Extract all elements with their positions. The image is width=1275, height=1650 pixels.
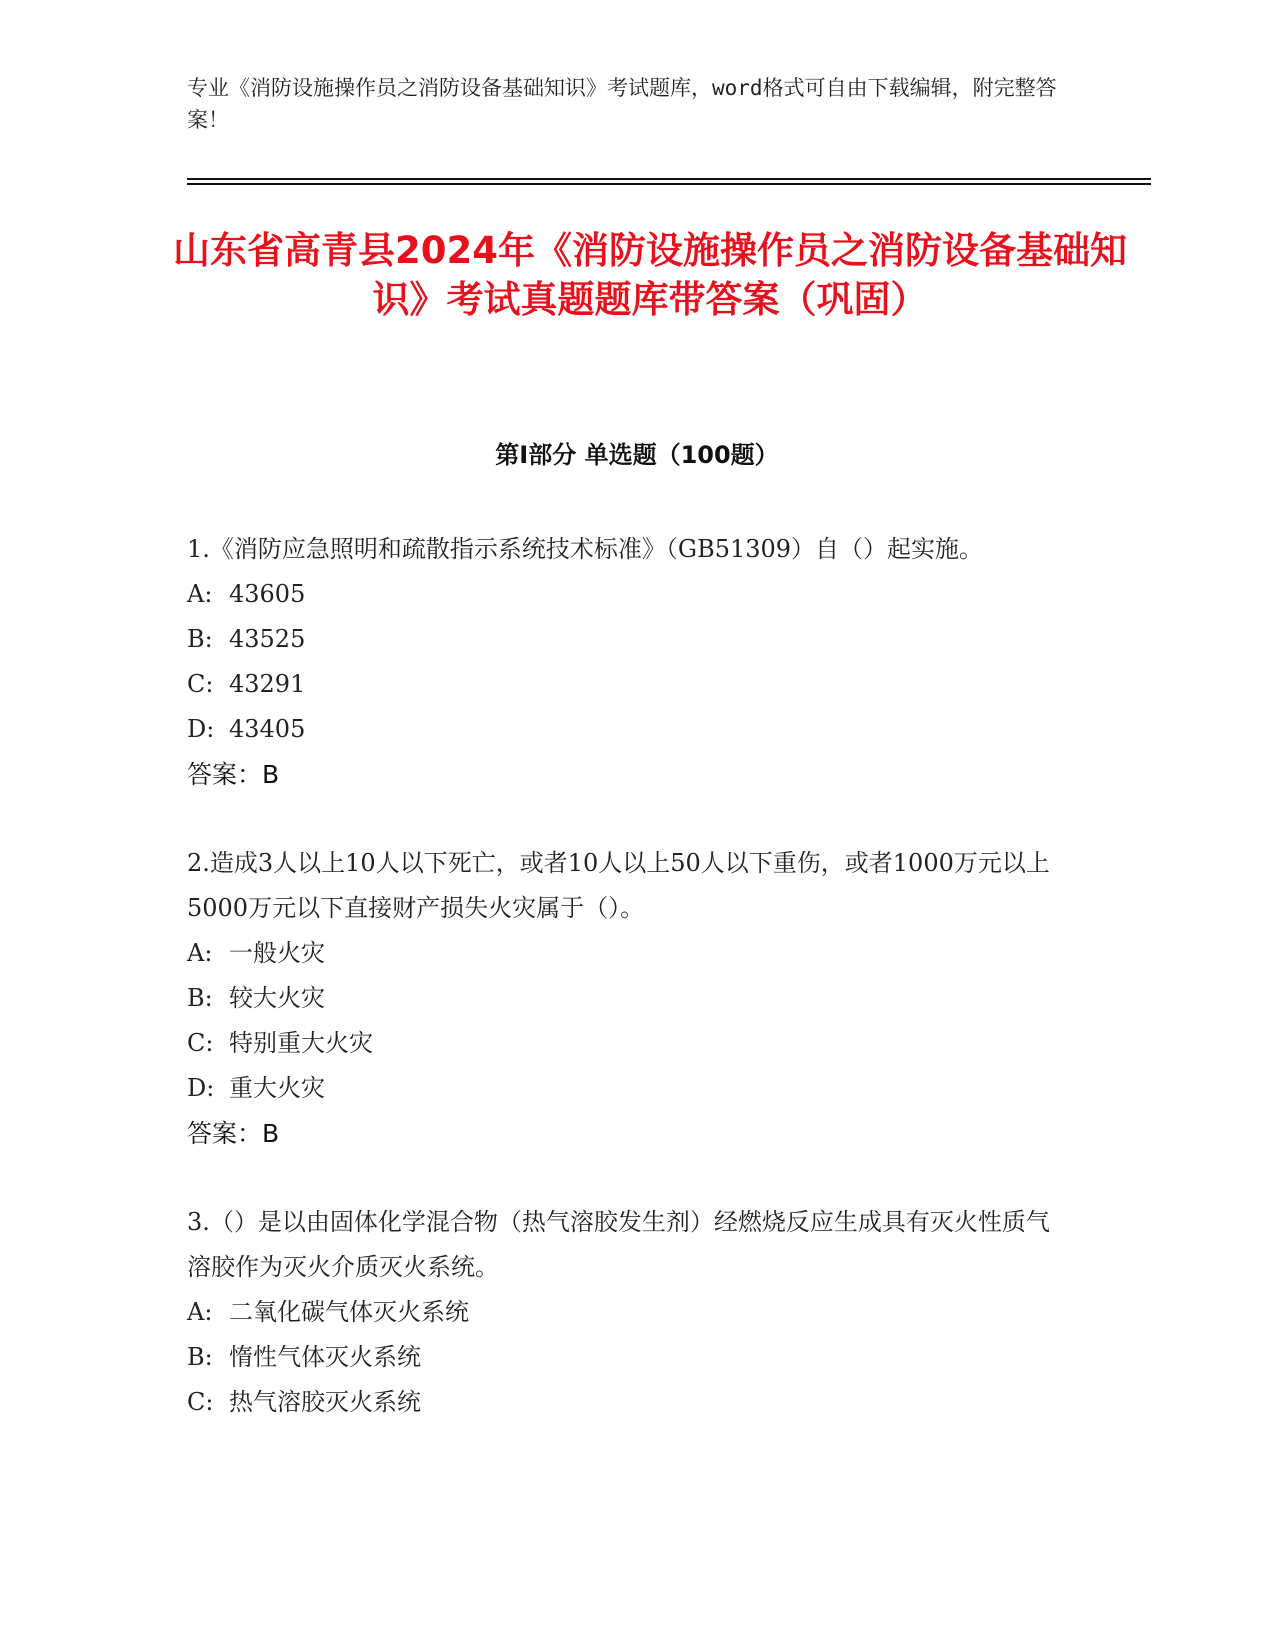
header-rule-bottom: [187, 183, 1151, 185]
option-key: B:: [187, 625, 213, 653]
option-b: [187, 976, 1067, 1021]
option-key: C:: [187, 670, 214, 698]
header-rule-top: [187, 178, 1151, 180]
header-note: 专业《消防设施操作员之消防设备基础知识》考试题库，word格式可自由下载编辑，附完整答案！: [187, 76, 1057, 132]
option-key: C:: [187, 1029, 214, 1057]
option-key: B:: [187, 984, 213, 1012]
option-key: A:: [187, 580, 213, 608]
option-c: [187, 1021, 1067, 1066]
option-c: [187, 1380, 1067, 1425]
option-a: [187, 1290, 1067, 1335]
option-key: C:: [187, 1388, 214, 1416]
answer: 答案：B: [187, 1119, 280, 1148]
question-stem: 3.（）是以由固体化学混合物（热气溶胶发生剂）经燃烧反应生成具有灭火性质气溶胶作为灭火介质灭火系统。: [187, 1208, 1050, 1281]
option-text: 热气溶胶灭火系统: [229, 1388, 421, 1416]
option-text: 特别重大火灾: [229, 1029, 373, 1057]
option-a: [187, 931, 1067, 976]
option-c: [187, 662, 1067, 707]
option-d: [187, 1066, 1067, 1111]
option-text: 43405: [229, 715, 306, 743]
section-title: 第I部分 单选题（100题）: [495, 441, 779, 469]
option-text: 一般火灾: [229, 939, 325, 967]
question-2: [187, 841, 1067, 1156]
question-stem: 1.《消防应急照明和疏散指示系统技术标准》（GB51309）自（）起实施。: [187, 535, 984, 563]
option-key: A:: [187, 939, 213, 967]
option-b: [187, 617, 1067, 662]
option-text: 重大火灾: [229, 1074, 325, 1102]
option-key: B:: [187, 1343, 213, 1371]
option-text: 43605: [229, 580, 306, 608]
option-text: 43291: [229, 670, 306, 698]
option-a: [187, 572, 1067, 617]
option-b: [187, 1335, 1067, 1380]
question-stem: 2.造成3人以上10人以下死亡，或者10人以上50人以下重伤，或者1000万元以上5000万元以下直接财产损失火灾属于（）。: [187, 849, 1050, 922]
option-text: 较大火灾: [229, 984, 325, 1012]
option-text: 惰性气体灭火系统: [229, 1343, 421, 1371]
question-list: [187, 527, 1067, 1469]
document-title: 山东省高青县2024年《消防设施操作员之消防设备基础知识》考试真题题库带答案（巩固）: [173, 229, 1127, 321]
option-key: D:: [187, 1074, 215, 1102]
option-key: A:: [187, 1298, 213, 1326]
option-text: 二氧化碳气体灭火系统: [229, 1298, 469, 1326]
option-text: 43525: [229, 625, 306, 653]
option-d: [187, 707, 1067, 752]
question-1: [187, 527, 1067, 797]
option-key: D:: [187, 715, 215, 743]
answer: 答案：B: [187, 760, 280, 789]
question-3: [187, 1200, 1067, 1425]
